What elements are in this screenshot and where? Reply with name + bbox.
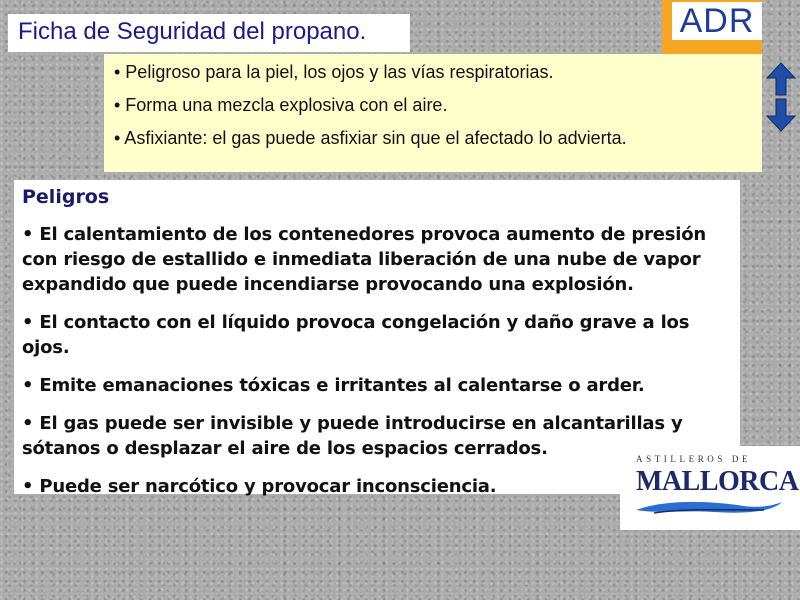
hazard-item: • Puede ser narcótico y provocar inconsciencia. (22, 476, 497, 497)
summary-box (104, 54, 762, 172)
arrow-up-icon (766, 62, 796, 96)
summary-item: • Peligroso para la piel, los ojos y las vías respiratorias. (114, 62, 554, 82)
hazards-heading: Peligros (22, 186, 110, 208)
logo-small-text: ASTILLEROS DE (636, 454, 752, 464)
hazard-item: • El contacto con el líquido provoca congelación y daño grave a los ojos. (22, 312, 690, 358)
astilleros-mallorca-logo (620, 446, 800, 530)
slide-title-box (8, 14, 410, 52)
arrow-down-icon (766, 98, 796, 132)
previous-slide-button[interactable] (766, 62, 796, 96)
hazard-item: • El gas puede ser invisible y puede introducirse en alcantarillas y sótanos o desplazar el aire de los espacios cerrados. (22, 413, 683, 459)
hazard-item: • Emite emanaciones tóxicas e irritantes al calentarse o arder. (22, 375, 645, 396)
slide-title: Ficha de Seguridad del propano. (18, 18, 367, 45)
summary-item: • Asfixiante: el gas puede asfixiar sin que el afectado lo advierta. (114, 128, 627, 148)
adr-logo (662, 0, 762, 54)
hazard-item: • El calentamiento de los contenedores provoca aumento de presión con riesgo de estallido e inmediata liberación de una nube de vapor expandido que puede incendiarse provocando una explosión. (22, 224, 707, 295)
logo-big-text: MALLORCA (636, 466, 799, 497)
adr-logo-text: ADR (679, 1, 755, 40)
summary-item: • Forma una mezcla explosiva con el aire. (114, 95, 448, 115)
wave-icon (634, 498, 784, 516)
next-slide-button[interactable] (766, 98, 796, 132)
